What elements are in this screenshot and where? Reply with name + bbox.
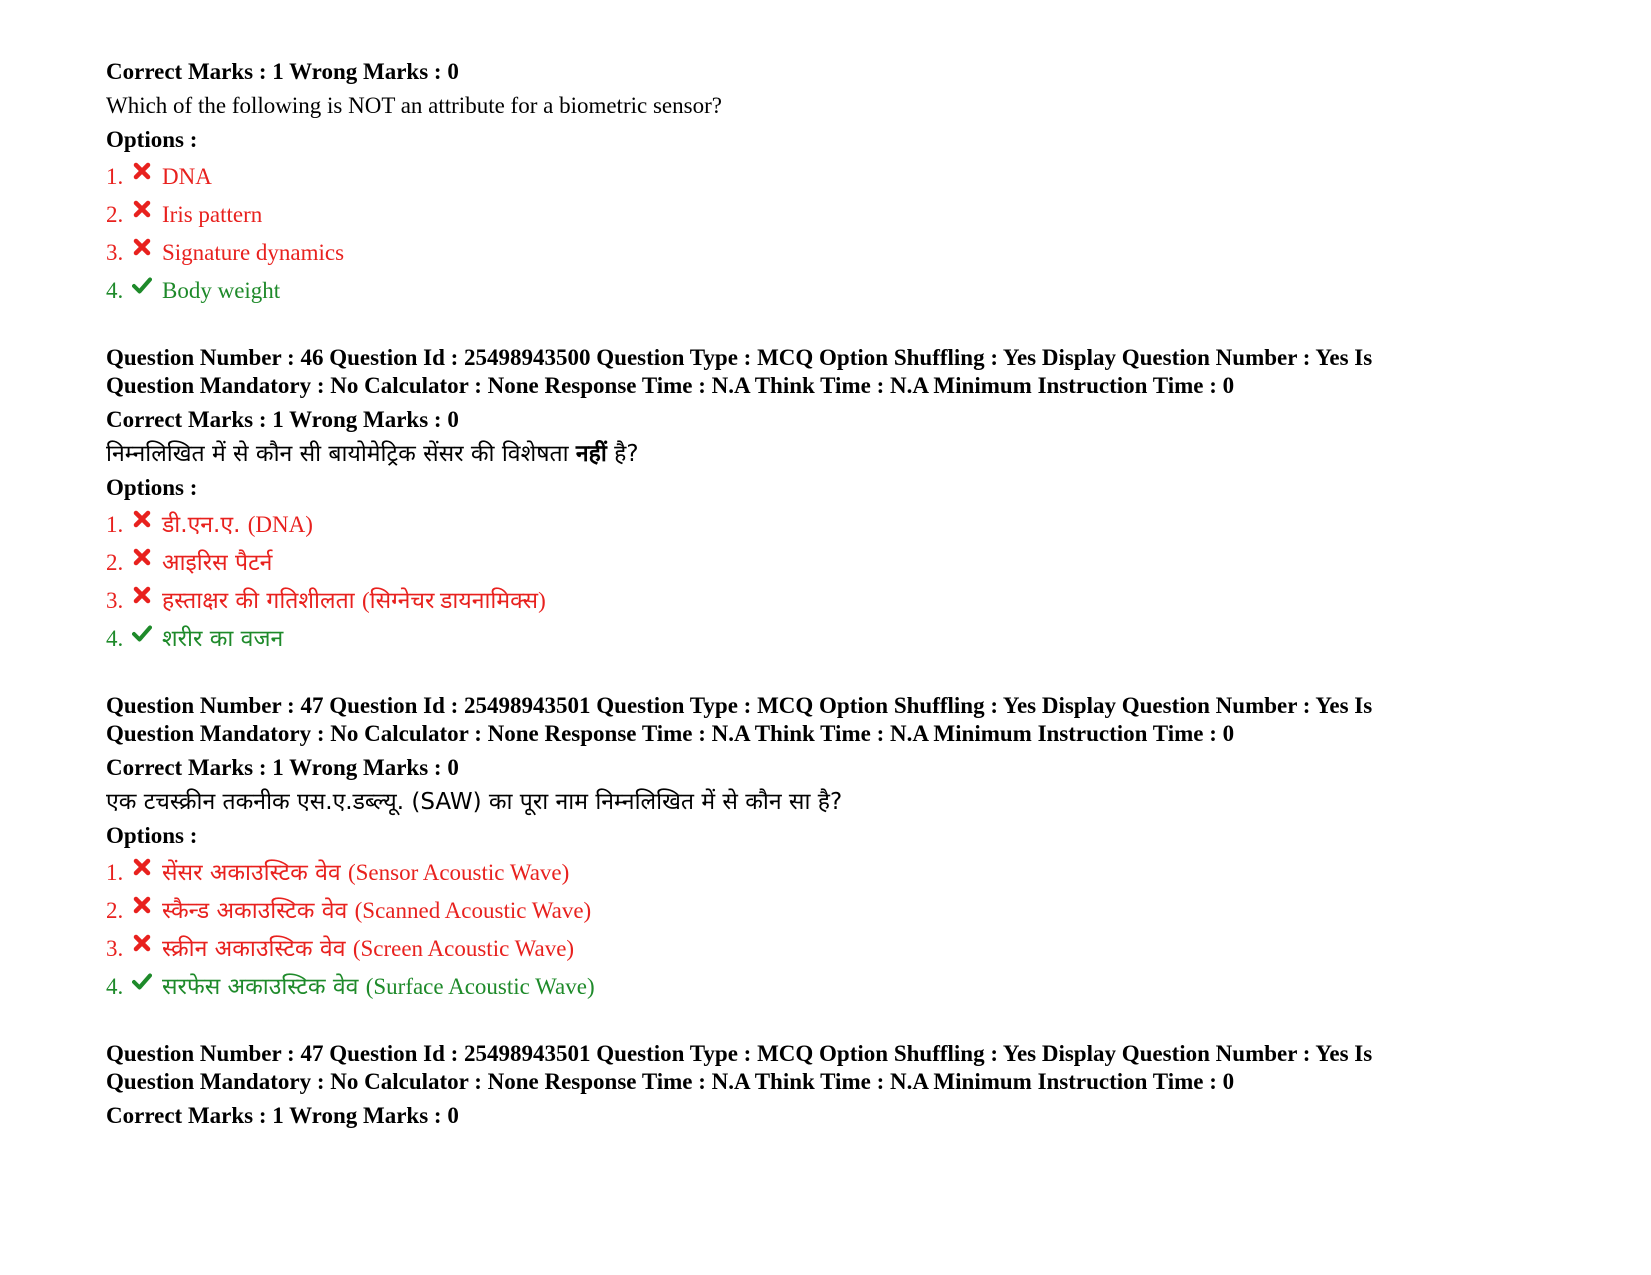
option-list bbox=[106, 162, 1546, 306]
option-list bbox=[106, 510, 1546, 654]
cross-icon bbox=[132, 161, 152, 181]
option-wrong bbox=[106, 934, 1546, 964]
marks-line: Correct Marks : 1 Wrong Marks : 0 bbox=[106, 1103, 459, 1128]
option-text: (सिग्नेचर डायनामिक्स) bbox=[361, 588, 546, 613]
check-icon bbox=[132, 971, 152, 991]
option-text-hindi: सेंसर अकाउस्टिक वेव bbox=[162, 860, 348, 886]
option-wrong bbox=[106, 510, 1546, 540]
option-text: DNA bbox=[162, 164, 212, 189]
question-header-line: Question Mandatory : No Calculator : None Response Time : N.A Think Time : N.A Minimum Instruction Time : 0 bbox=[106, 373, 1235, 398]
option-wrong bbox=[106, 162, 1546, 192]
check-icon bbox=[132, 623, 152, 643]
option-number: 2. bbox=[106, 898, 124, 923]
cross-icon bbox=[132, 585, 152, 605]
option-text: (DNA) bbox=[247, 512, 313, 537]
option-text: (Screen Acoustic Wave) bbox=[352, 936, 575, 961]
option-text-hindi: डी.एन.ए. bbox=[162, 512, 248, 538]
document-page bbox=[106, 58, 1546, 1130]
cross-icon bbox=[132, 895, 152, 915]
option-number: 2. bbox=[106, 550, 124, 575]
question-text: एक टचस्क्रीन तकनीक एस.ए.डब्ल्यू. (SAW) का पूरा नाम निम्नलिखित में से कौन सा है? bbox=[106, 789, 843, 815]
question-header-line: Question Mandatory : No Calculator : None Response Time : N.A Think Time : N.A Minimum Instruction Time : 0 bbox=[106, 721, 1235, 746]
option-text-hindi: हस्ताक्षर की गतिशीलता bbox=[162, 588, 362, 614]
option-correct bbox=[106, 276, 1546, 306]
option-number: 4. bbox=[106, 278, 124, 303]
option-list bbox=[106, 858, 1546, 1002]
option-text: Signature dynamics bbox=[162, 240, 345, 265]
question-block bbox=[106, 692, 1546, 1002]
marks-line: Correct Marks : 1 Wrong Marks : 0 bbox=[106, 407, 459, 432]
cross-icon bbox=[132, 199, 152, 219]
option-number: 3. bbox=[106, 240, 124, 265]
question-block bbox=[106, 58, 1546, 306]
option-text-hindi: शरीर का वजन bbox=[162, 626, 284, 652]
option-wrong bbox=[106, 238, 1546, 268]
cross-icon bbox=[132, 237, 152, 257]
option-wrong bbox=[106, 586, 1546, 616]
option-text: Body weight bbox=[162, 278, 281, 303]
check-icon bbox=[132, 275, 152, 295]
options-label: Options : bbox=[106, 475, 198, 500]
option-wrong bbox=[106, 200, 1546, 230]
question-header-line: Question Mandatory : No Calculator : None Response Time : N.A Think Time : N.A Minimum Instruction Time : 0 bbox=[106, 1069, 1235, 1094]
option-correct bbox=[106, 624, 1546, 654]
option-text: Iris pattern bbox=[162, 202, 263, 227]
option-text-hindi: आइरिस पैटर्न bbox=[162, 550, 273, 576]
option-number: 2. bbox=[106, 202, 124, 227]
question-text-part: है? bbox=[606, 441, 639, 467]
options-label: Options : bbox=[106, 127, 198, 152]
option-number: 3. bbox=[106, 936, 124, 961]
option-text-hindi: स्कैन्ड अकाउस्टिक वेव bbox=[162, 898, 355, 924]
option-number: 1. bbox=[106, 860, 124, 885]
option-text-hindi: सरफेस अकाउस्टिक वेव bbox=[162, 974, 366, 1000]
cross-icon bbox=[132, 509, 152, 529]
option-wrong bbox=[106, 858, 1546, 888]
cross-icon bbox=[132, 547, 152, 567]
option-wrong bbox=[106, 896, 1546, 926]
option-number: 3. bbox=[106, 588, 124, 613]
option-text: (Scanned Acoustic Wave) bbox=[354, 898, 592, 923]
option-number: 4. bbox=[106, 974, 124, 999]
option-number: 1. bbox=[106, 512, 124, 537]
option-text-hindi: स्क्रीन अकाउस्टिक वेव bbox=[162, 936, 353, 962]
question-header-line: Question Number : 47 Question Id : 25498943501 Question Type : MCQ Option Shuffling : Yes Display Question Number : Yes Is bbox=[106, 693, 1373, 718]
marks-line: Correct Marks : 1 Wrong Marks : 0 bbox=[106, 755, 459, 780]
question-text-part: निम्नलिखित में से कौन सी बायोमेट्रिक सेंसर की विशेषता bbox=[106, 441, 576, 467]
options-label: Options : bbox=[106, 823, 198, 848]
option-number: 1. bbox=[106, 164, 124, 189]
question-block bbox=[106, 344, 1546, 654]
cross-icon bbox=[132, 933, 152, 953]
question-text: Which of the following is NOT an attribute for a biometric sensor? bbox=[106, 93, 722, 118]
option-number: 4. bbox=[106, 626, 124, 651]
question-header-line: Question Number : 46 Question Id : 25498943500 Question Type : MCQ Option Shuffling : Yes Display Question Number : Yes Is bbox=[106, 345, 1373, 370]
option-wrong bbox=[106, 548, 1546, 578]
option-correct bbox=[106, 972, 1546, 1002]
cross-icon bbox=[132, 857, 152, 877]
question-block bbox=[106, 1040, 1546, 1130]
question-emphasis: नहीं bbox=[575, 441, 607, 467]
question-text bbox=[106, 439, 1546, 469]
question-header-line: Question Number : 47 Question Id : 25498943501 Question Type : MCQ Option Shuffling : Yes Display Question Number : Yes Is bbox=[106, 1041, 1373, 1066]
option-text: (Surface Acoustic Wave) bbox=[365, 974, 595, 999]
option-text: (Sensor Acoustic Wave) bbox=[347, 860, 570, 885]
marks-line: Correct Marks : 1 Wrong Marks : 0 bbox=[106, 59, 459, 84]
